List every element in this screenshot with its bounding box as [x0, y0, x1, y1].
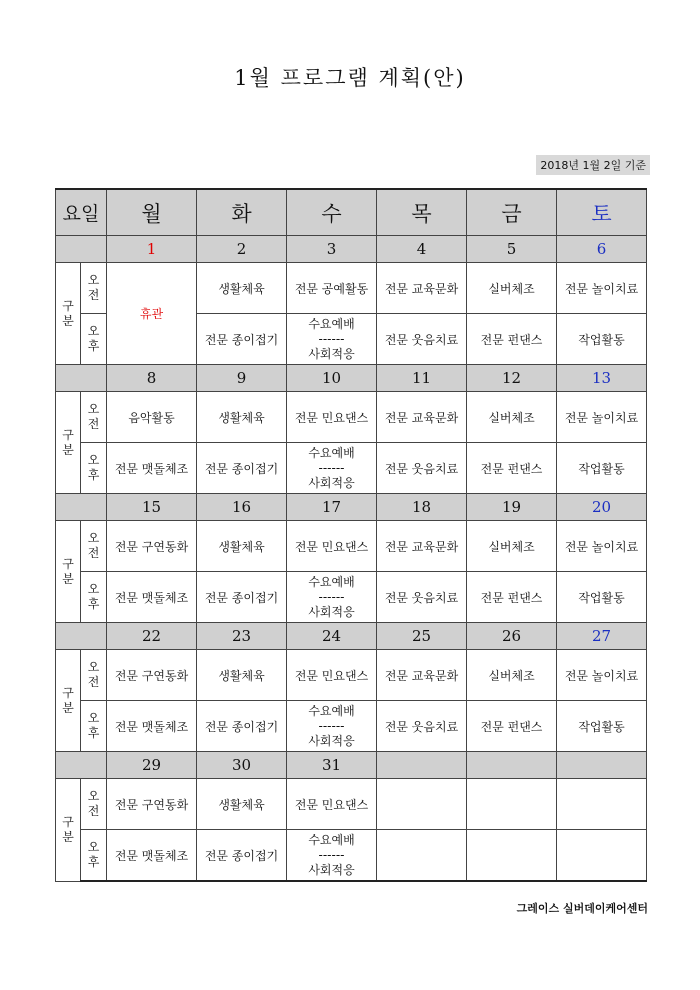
program-cell: 전문 맷돌체조	[107, 443, 197, 494]
program-cell: 전문 민요댄스	[287, 392, 377, 443]
program-cell: 전문 놀이치료	[557, 521, 647, 572]
program-cell: 생활체육	[197, 521, 287, 572]
date-cell: 19	[467, 494, 557, 521]
date-cell	[467, 752, 557, 779]
program-cell-split: 수요예배 ------ 사회적응	[287, 443, 377, 494]
am-label: 오 전	[81, 650, 107, 701]
date-cell: 31	[287, 752, 377, 779]
program-cell: 전문 구연동화	[107, 779, 197, 830]
program-cell: 전문 구연동화	[107, 650, 197, 701]
date-row-spacer	[56, 623, 107, 650]
header-row	[56, 189, 647, 236]
date-row-spacer	[56, 236, 107, 263]
date-cell: 13	[557, 365, 647, 392]
date-cell	[377, 752, 467, 779]
program-cell: 전문 교육문화	[377, 521, 467, 572]
program-cell: 전문 민요댄스	[287, 521, 377, 572]
program-cell	[467, 830, 557, 882]
program-cell: 전문 공예활동	[287, 263, 377, 314]
program-cell: 전문 교육문화	[377, 392, 467, 443]
header-day-sat: 토	[557, 189, 647, 236]
program-cell: 전문 종이접기	[197, 701, 287, 752]
date-cell: 30	[197, 752, 287, 779]
date-cell: 26	[467, 623, 557, 650]
am-label: 오 전	[81, 392, 107, 443]
am-row	[56, 392, 647, 443]
header-day-tue: 화	[197, 189, 287, 236]
program-cell: 생활체육	[197, 263, 287, 314]
center-name: 그레이스 실버데이케어센터	[516, 902, 648, 915]
gubun-label: 구 분	[56, 779, 81, 882]
program-cell: 전문 펀댄스	[467, 701, 557, 752]
pm-row	[56, 572, 647, 623]
gubun-label: 구 분	[56, 263, 81, 365]
program-cell: 전문 펀댄스	[467, 314, 557, 365]
program-cell: 전문 펀댄스	[467, 572, 557, 623]
header-day-wed: 수	[287, 189, 377, 236]
date-cell: 22	[107, 623, 197, 650]
pm-label: 오 후	[81, 830, 107, 882]
am-row	[56, 263, 647, 314]
pm-label: 오 후	[81, 701, 107, 752]
program-cell-split: 수요예배 ------ 사회적응	[287, 314, 377, 365]
week-dates-row	[56, 752, 647, 779]
date-cell: 20	[557, 494, 647, 521]
program-cell: 작업활동	[557, 572, 647, 623]
date-cell: 8	[107, 365, 197, 392]
program-cell: 실버체조	[467, 263, 557, 314]
program-cell: 전문 웃음치료	[377, 314, 467, 365]
date-cell: 6	[557, 236, 647, 263]
program-cell: 전문 구연동화	[107, 521, 197, 572]
program-cell: 전문 웃음치료	[377, 443, 467, 494]
program-cell	[557, 830, 647, 882]
program-cell: 전문 놀이치료	[557, 263, 647, 314]
date-cell: 17	[287, 494, 377, 521]
program-cell: 실버체조	[467, 650, 557, 701]
header-day-thu: 목	[377, 189, 467, 236]
holiday-label: 휴관	[139, 307, 164, 321]
program-cell: 음악활동	[107, 392, 197, 443]
program-cell: 실버체조	[467, 521, 557, 572]
page-title: 1월 프로그램 계획(안)	[234, 66, 466, 90]
gubun-label: 구 분	[56, 521, 81, 623]
week-dates-row	[56, 494, 647, 521]
am-label: 오 전	[81, 521, 107, 572]
program-cell: 전문 펀댄스	[467, 443, 557, 494]
week-dates-row	[56, 236, 647, 263]
program-cell: 전문 종이접기	[197, 830, 287, 882]
am-row	[56, 521, 647, 572]
date-cell: 24	[287, 623, 377, 650]
am-row	[56, 650, 647, 701]
date-cell: 25	[377, 623, 467, 650]
schedule-table	[55, 188, 647, 882]
program-cell: 전문 민요댄스	[287, 779, 377, 830]
program-cell: 작업활동	[557, 701, 647, 752]
basis-date: 2018년 1월 2일 기준	[536, 155, 650, 175]
program-cell: 전문 교육문화	[377, 650, 467, 701]
date-cell: 18	[377, 494, 467, 521]
date-cell: 1	[107, 236, 197, 263]
date-cell: 23	[197, 623, 287, 650]
date-cell: 10	[287, 365, 377, 392]
program-cell: 전문 웃음치료	[377, 572, 467, 623]
program-cell: 전문 종이접기	[197, 314, 287, 365]
program-cell: 작업활동	[557, 443, 647, 494]
am-row	[56, 779, 647, 830]
program-cell: 생활체육	[197, 779, 287, 830]
program-cell	[557, 779, 647, 830]
date-cell	[557, 752, 647, 779]
date-cell: 27	[557, 623, 647, 650]
week-dates-row	[56, 365, 647, 392]
date-row-spacer	[56, 365, 107, 392]
date-cell: 4	[377, 236, 467, 263]
header-yoil: 요일	[56, 189, 107, 236]
pm-row	[56, 443, 647, 494]
program-cell-split: 수요예배 ------ 사회적응	[287, 701, 377, 752]
date-cell: 9	[197, 365, 287, 392]
header-day-mon: 월	[107, 189, 197, 236]
program-cell: 생활체육	[197, 392, 287, 443]
program-cell: 전문 맷돌체조	[107, 572, 197, 623]
date-cell: 16	[197, 494, 287, 521]
program-cell: 전문 놀이치료	[557, 650, 647, 701]
program-cell-split: 수요예배 ------ 사회적응	[287, 830, 377, 882]
pm-label: 오 후	[81, 314, 107, 365]
date-cell: 15	[107, 494, 197, 521]
date-cell: 29	[107, 752, 197, 779]
header-day-fri: 금	[467, 189, 557, 236]
week-dates-row	[56, 623, 647, 650]
gubun-label: 구 분	[56, 392, 81, 494]
program-cell: 생활체육	[197, 650, 287, 701]
date-row-spacer	[56, 494, 107, 521]
date-cell: 3	[287, 236, 377, 263]
program-cell	[377, 830, 467, 882]
date-cell: 12	[467, 365, 557, 392]
program-cell: 전문 맷돌체조	[107, 830, 197, 882]
program-cell: 전문 종이접기	[197, 443, 287, 494]
pm-row	[56, 830, 647, 882]
program-cell	[377, 779, 467, 830]
program-cell: 작업활동	[557, 314, 647, 365]
program-cell: 전문 민요댄스	[287, 650, 377, 701]
am-label: 오 전	[81, 779, 107, 830]
date-cell: 5	[467, 236, 557, 263]
am-label: 오 전	[81, 263, 107, 314]
program-cell: 전문 놀이치료	[557, 392, 647, 443]
program-cell: 전문 교육문화	[377, 263, 467, 314]
program-cell: 전문 종이접기	[197, 572, 287, 623]
program-cell	[467, 779, 557, 830]
pm-label: 오 후	[81, 572, 107, 623]
pm-label: 오 후	[81, 443, 107, 494]
date-cell: 2	[197, 236, 287, 263]
date-row-spacer	[56, 752, 107, 779]
program-cell-split: 수요예배 ------ 사회적응	[287, 572, 377, 623]
program-cell: 전문 맷돌체조	[107, 701, 197, 752]
program-cell: 전문 웃음치료	[377, 701, 467, 752]
holiday-cell	[107, 263, 197, 365]
date-cell: 11	[377, 365, 467, 392]
pm-row	[56, 701, 647, 752]
gubun-label: 구 분	[56, 650, 81, 752]
program-cell: 실버체조	[467, 392, 557, 443]
